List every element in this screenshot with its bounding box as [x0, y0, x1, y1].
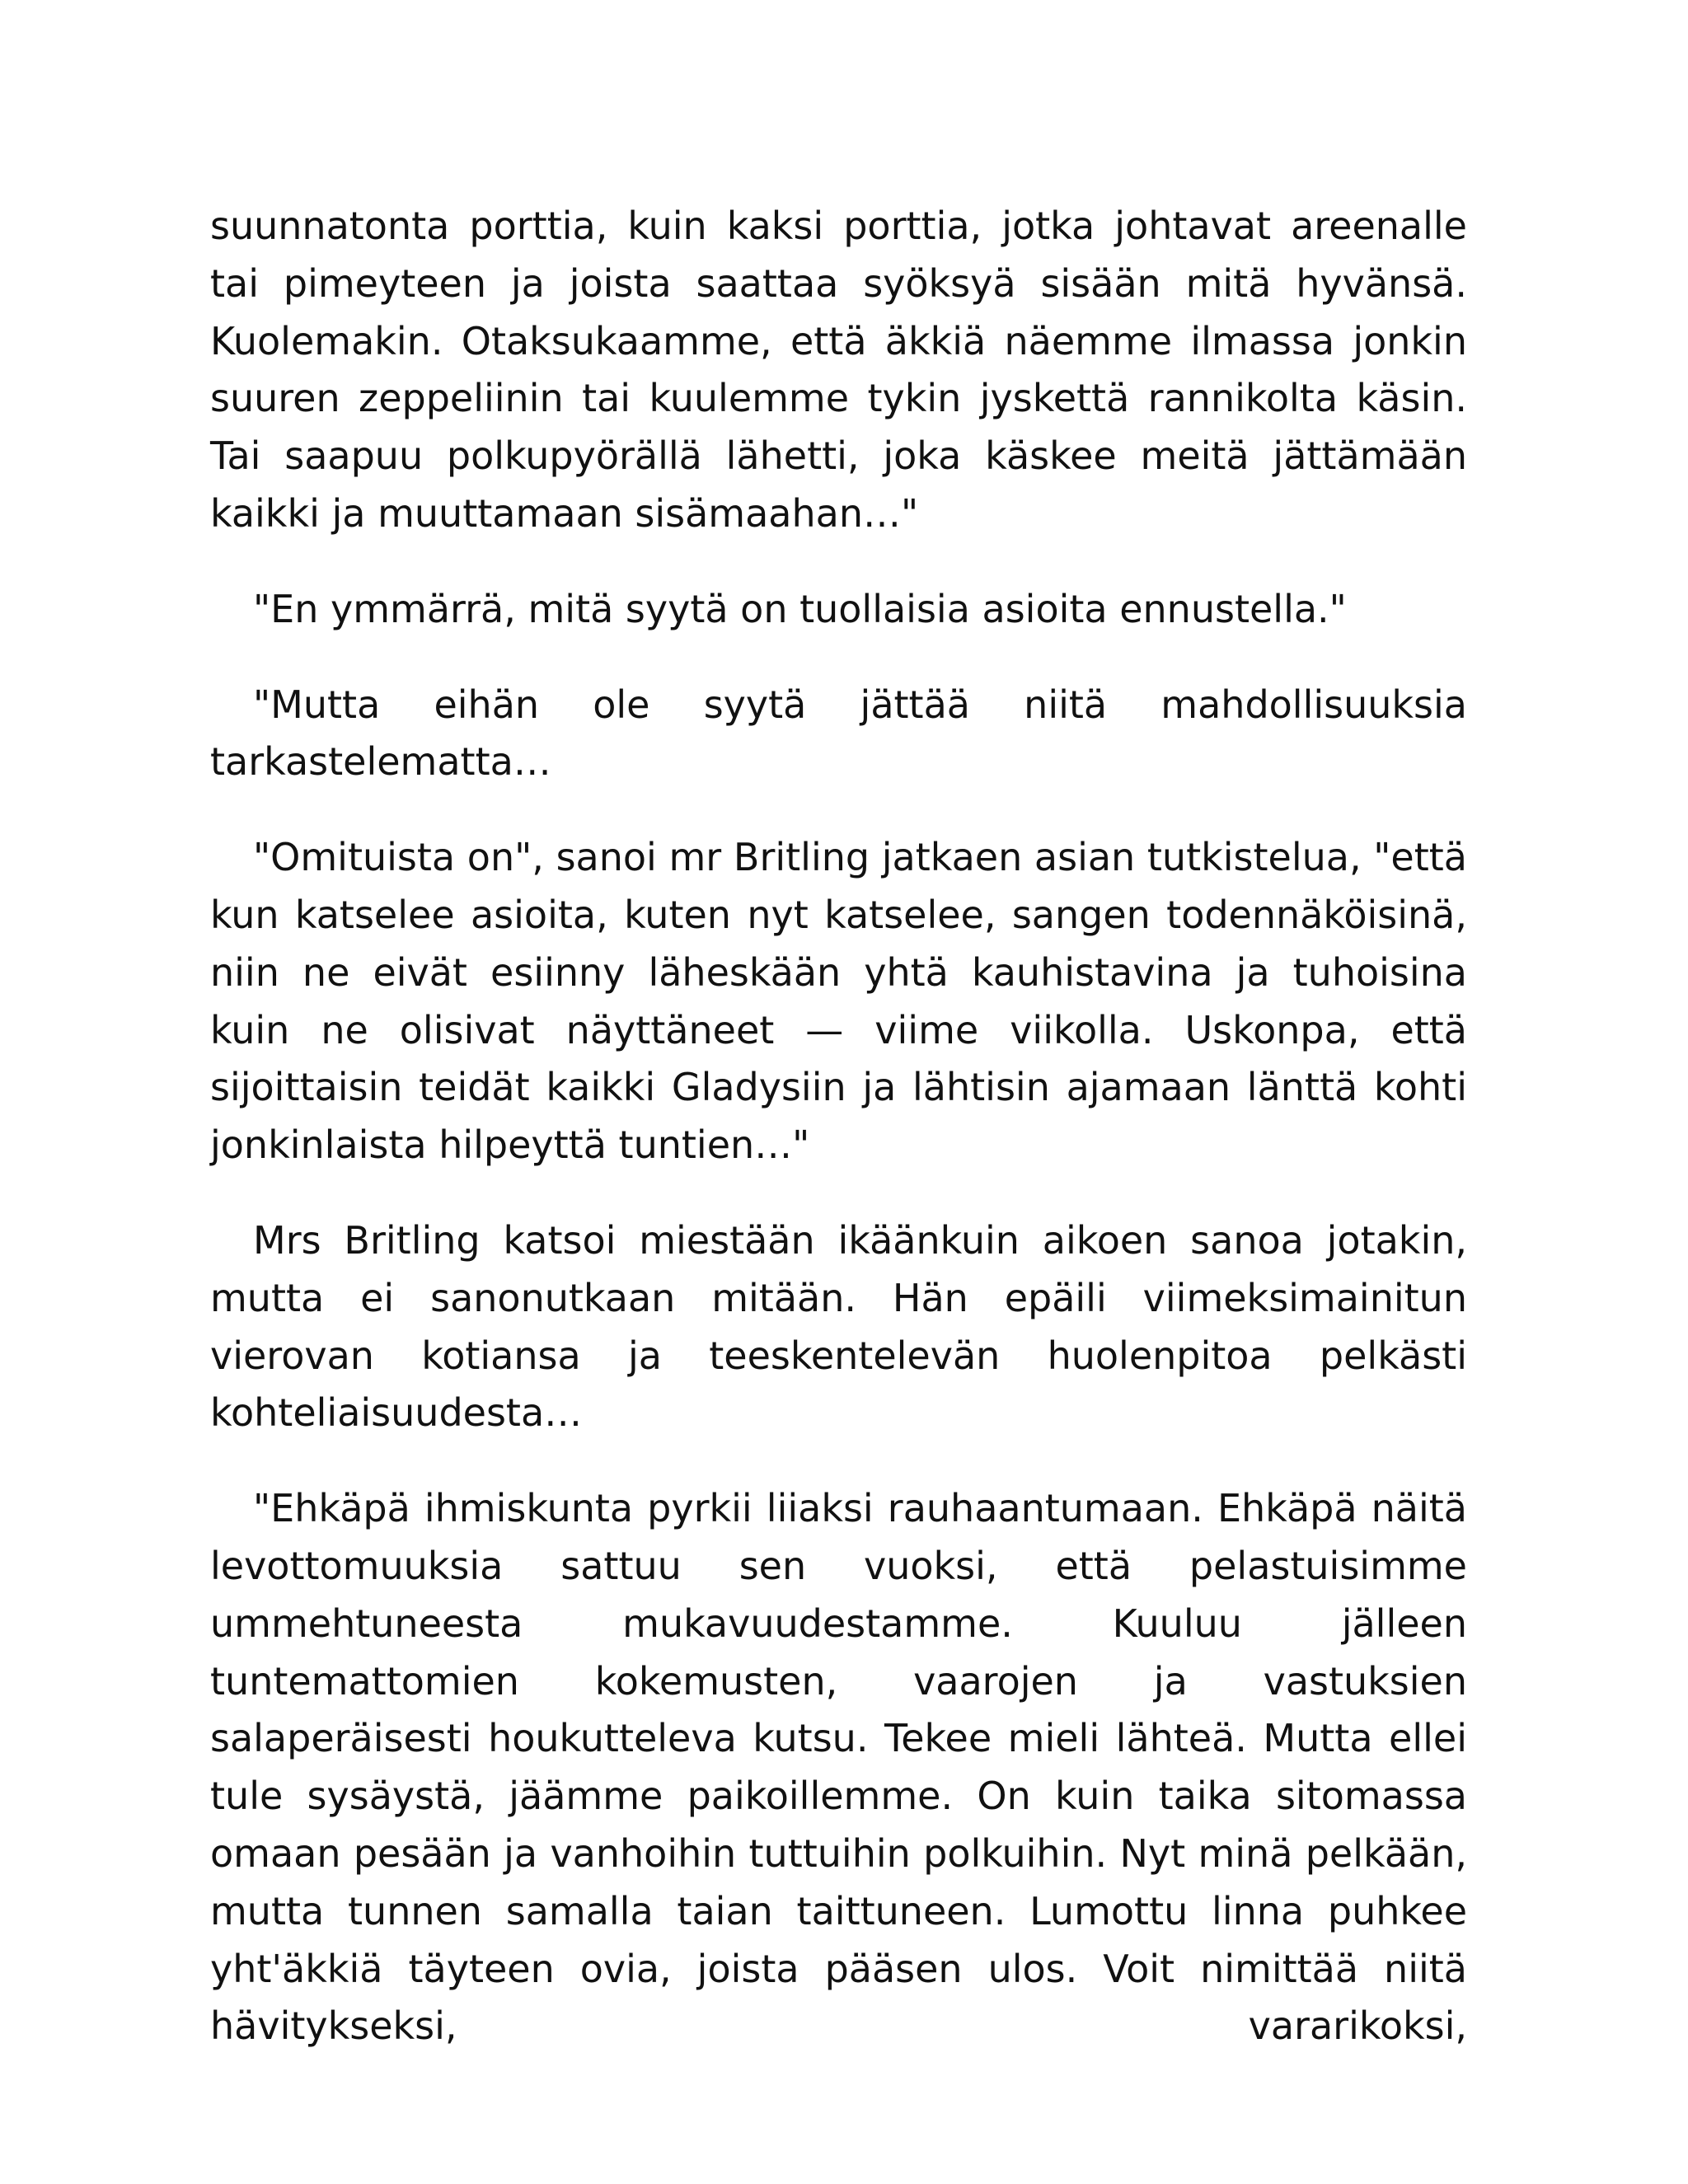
paragraph-6: "Ehkäpä ihmiskunta pyrkii liiaksi rauhaantumaan. Ehkäpä näitä levottomuuksia sattuu sen vuoksi, että pelastuisimme ummehtuneesta mukavuudestamme. Kuuluu jälleen tuntemattomien kokemusten, vaarojen ja vastuksien salaperäisesti houkutteleva kutsu. Tekee mieli lähteä. Mutta ellei tule sysäystä, jäämme paikoillemme. On kuin taika sitomassa omaan pesään ja vanhoihin tuttuihin polkuihin. Nyt minä pelkään, mutta tunnen samalla taian taittuneen. Lumottu linna puhkee yht'äkkiä täyteen ovia, joista pääsen ulos. Voit nimittää niitä hävitykseksi, vararikoksi,	[210, 1486, 1467, 2049]
document-body	[210, 198, 1467, 2093]
paragraph-2: "En ymmärrä, mitä syytä on tuollaisia asioita ennustella."	[253, 586, 1347, 631]
paragraph-1: suunnatonta porttia, kuin kaksi porttia, jotka johtavat areenalle tai pimeyteen ja joista saattaa syöksyä sisään mitä hyvänsä. Kuolemakin. Otaksukaamme, että äkkiä näemme ilmassa jonkin suuren zeppeliinin tai kuulemme tykin jyskettä rannikolta käsin. Tai saapuu polkupyörällä lähetti, joka käskee meitä jättämään kaikki ja muuttamaan sisämaahan…"	[210, 204, 1467, 536]
paragraph-4: "Omituista on", sanoi mr Britling jatkaen asian tutkistelua, "että kun katselee asioita, kuten nyt katselee, sangen todennäköisinä, niin ne eivät esiinny läheskään yhtä kauhistavina ja tuhoisina kuin ne olisivat näyttäneet — viime viikolla. Uskonpa, että sijoittaisin teidät kaikki Gladysiin ja lähtisin ajamaan länttä kohti jonkinlaista hilpeyttä tuntien…"	[210, 835, 1467, 1168]
paragraph-3: "Mutta eihän ole syytä jättää niitä mahdollisuuksia tarkastelematta…	[210, 682, 1467, 785]
paragraph-5: Mrs Britling katsoi miestään ikäänkuin aikoen sanoa jotakin, mutta ei sanonutkaan mitään. Hän epäili viimeksimainitun vierovan kotiansa ja teeskentelevän huolenpitoa pelkästi kohteliaisuudesta…	[210, 1217, 1467, 1436]
